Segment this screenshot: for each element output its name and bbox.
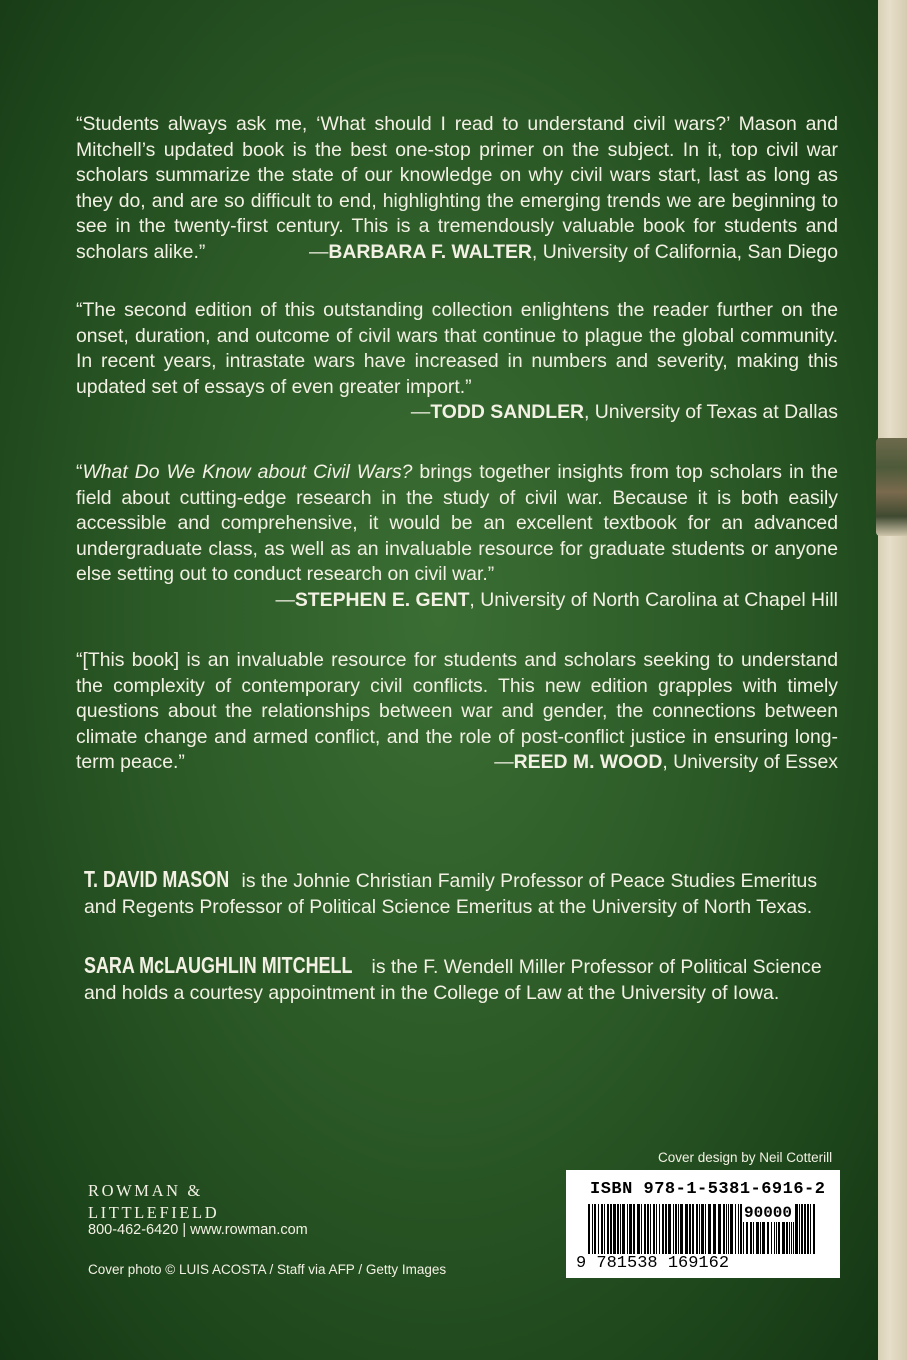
endorsement-quote-1 xyxy=(76,112,838,265)
endorsement-quote-2 xyxy=(76,298,838,426)
ean-digits: 9 781538 169162 xyxy=(576,1254,730,1273)
author-bio-mitchell xyxy=(84,952,840,1006)
publisher-name-line1: ROWMAN & xyxy=(88,1181,203,1200)
spine-edge xyxy=(878,0,907,1360)
cover-design-credit: Cover design by Neil Cotterill xyxy=(658,1150,833,1165)
author-name: T. DAVID MASON xyxy=(84,866,230,892)
publisher-name-line2: LITTLEFIELD xyxy=(88,1203,220,1222)
author-bio-text: is the Johnie Christian Family Professor of Peace Studies Emeritus and Regents Professor of Political Science Emeritus at the University of North Texas. xyxy=(84,870,818,918)
quote-attribution: —STEPHEN E. GENT, University of North Carolina at Chapel Hill xyxy=(275,588,838,611)
quote-attribution: —REED M. WOOD, University of Essex xyxy=(494,751,838,773)
quote-text: “What Do We Know about Civil Wars? brings together insights from top scholars in the field about cutting-edge research in the study of civil war. Because it is both easily accessible and comprehensive, it would be an excellent textbook for an advanced undergraduate class, as well as an invaluable resource for graduate students or anyone else setting out to conduct research on civil war.” xyxy=(76,461,838,585)
quote-text: “The second edition of this outstanding collection enlightens the reader further on the onset, duration, and outcome of civil wars that continue to plague the global community. In recent years, intrastate wars have increased in numbers and severity, making this updated set of essays of even greater import.” xyxy=(76,299,838,398)
endorsement-quote-3 xyxy=(76,460,838,613)
publisher-contact: 800-462-6420 | www.rowman.com xyxy=(88,1222,308,1238)
endorser-name: STEPHEN E. GENT xyxy=(294,588,470,611)
endorser-affiliation: , University of North Carolina at Chapel Hill xyxy=(469,588,838,611)
author-bio-mason xyxy=(84,866,840,920)
isbn-barcode xyxy=(566,1170,840,1278)
endorser-name: REED M. WOOD xyxy=(513,751,663,773)
endorser-affiliation: , University of Texas at Dallas xyxy=(584,401,838,423)
author-name: SARA McLAUGHLIN MITCHELL xyxy=(84,952,353,978)
isbn-label: ISBN 978-1-5381-6916-2 xyxy=(590,1180,826,1199)
book-title: What Do We Know about Civil Wars? xyxy=(82,461,413,483)
quote-text: “Students always ask me, ‘What should I read to understand civil wars?’ Mason and Mitchell’s updated book is the best one-stop primer on the subject. In it, top civil war scholars summarize the state of our knowledge on why civil wars start, last as long as they do, and are so difficult to end, highlighting the emerging trends we are beginning to see in the twenty-first century. This is a tremendously valuable book for students and scholars alike.” xyxy=(76,113,838,263)
cover-photo-credit: Cover photo © LUIS ACOSTA / Staff via AFP / Getty Images xyxy=(88,1262,447,1277)
endorser-affiliation: , University of California, San Diego xyxy=(531,240,838,263)
price-code: 90000 xyxy=(744,1204,793,1222)
endorsement-quote-4 xyxy=(76,648,838,776)
spine-photo-strip xyxy=(876,438,907,536)
quote-attribution: —TODD SANDLER, University of Texas at Dallas xyxy=(410,401,838,423)
publisher-logo xyxy=(88,1180,219,1224)
quote-text: “[This book] is an invaluable resource for students and scholars seeking to understand the complexity of contemporary civil conflicts. This new edition grapples with timely questions about the relationships between war and gender, the connections between climate change and armed conflict, and the role of post-conflict justice in ensuring long-term peace.” xyxy=(76,649,838,773)
endorser-name: TODD SANDLER xyxy=(430,401,585,423)
endorser-affiliation: , University of Essex xyxy=(662,751,838,773)
quote-attribution: —BARBARA F. WALTER, University of California, San Diego xyxy=(308,240,838,263)
endorser-name: BARBARA F. WALTER xyxy=(328,240,532,263)
author-bio-text: is the F. Wendell Miller Professor of Political Science and holds a courtesy appointment in the College of Law at the University of Iowa. xyxy=(84,956,822,1004)
